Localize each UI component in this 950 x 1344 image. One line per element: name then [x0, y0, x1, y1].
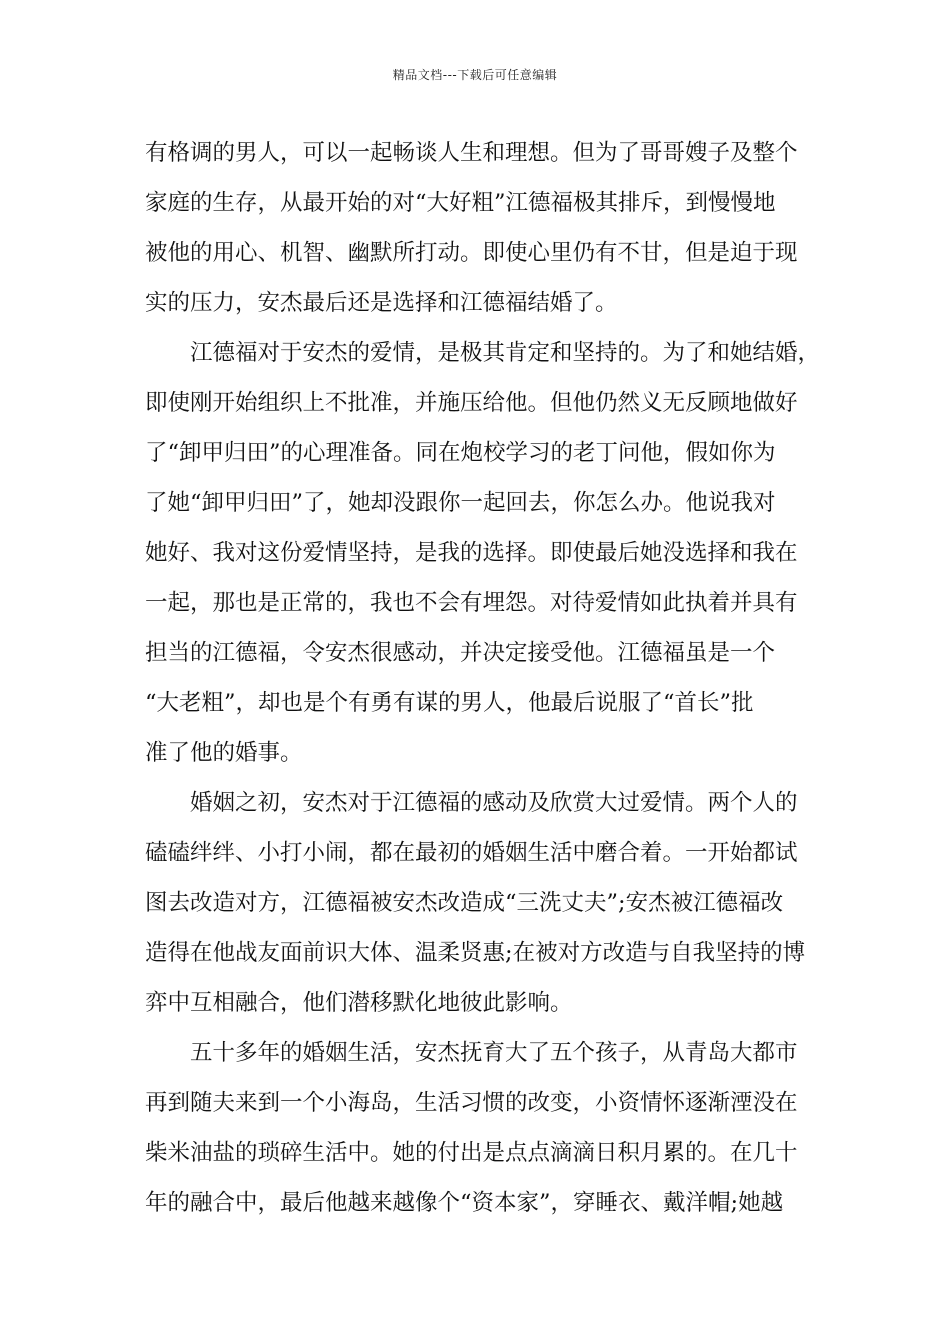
text-line: 被他的用心、机智、幽默所打动。即使心里仍有不甘，但是迫于现 [145, 240, 798, 266]
text-line: 即使刚开始组织上不批准，并施压给他。但他仍然义无反顾地做好 [145, 390, 798, 416]
text-line: 准了他的婚事。 [145, 740, 303, 766]
text-line: 磕磕绊绊、小打小闹，都在最初的婚姻生活中磨合着。一开始都试 [145, 840, 798, 866]
text-line: 家庭的生存，从最开始的对“大好粗”江德福极其排斥，到慢慢地 [145, 190, 776, 216]
text-line: 年的融合中，最后他越来越像个“资本家”，穿睡衣、戴洋帽;她越 [145, 1190, 784, 1216]
text-line: 再到随夫来到一个小海岛，生活习惯的改变，小资情怀逐渐湮没在 [145, 1090, 798, 1116]
text-line: 图去改造对方，江德福被安杰改造成“三洗丈夫”;安杰被江德福改 [145, 890, 784, 916]
text-line: 担当的江德福，令安杰很感动，并决定接受他。江德福虽是一个 [145, 640, 776, 666]
text-line: 她好、我对这份爱情坚持，是我的选择。即使最后她没选择和我在 [145, 540, 798, 566]
text-line: 有格调的男人，可以一起畅谈人生和理想。但为了哥哥嫂子及整个 [145, 140, 798, 166]
text-line: 了她“卸甲归田”了，她却没跟你一起回去，你怎么办。他说我对 [145, 490, 776, 516]
text-line: 弈中互相融合，他们潜移默化地彼此影响。 [145, 990, 573, 1016]
text-line: 江德福对于安杰的爱情，是极其肯定和坚持的。为了和她结婚， [145, 340, 821, 366]
page-header: 精品文档---下载后可任意编辑 [392, 68, 558, 82]
text-line: 五十多年的婚姻生活，安杰抚育大了五个孩子，从青岛大都市 [145, 1040, 798, 1066]
text-line: 婚姻之初，安杰对于江德福的感动及欣赏大过爱情。两个人的 [145, 790, 798, 816]
text-line: 柴米油盐的琐碎生活中。她的付出是点点滴滴日积月累的。在几十 [145, 1140, 798, 1166]
text-line: 实的压力，安杰最后还是选择和江德福结婚了。 [145, 290, 618, 316]
text-line: 了“卸甲归田”的心理准备。同在炮校学习的老丁问他，假如你为 [145, 440, 776, 466]
text-line: 造得在他战友面前识大体、温柔贤惠;在被对方改造与自我坚持的博 [145, 940, 806, 966]
text-line: 一起，那也是正常的，我也不会有埋怨。对待爱情如此执着并具有 [145, 590, 798, 616]
text-line: “大老粗”，却也是个有勇有谋的男人，他最后说服了“首长”批 [145, 690, 754, 716]
body-text [145, 128, 821, 1228]
